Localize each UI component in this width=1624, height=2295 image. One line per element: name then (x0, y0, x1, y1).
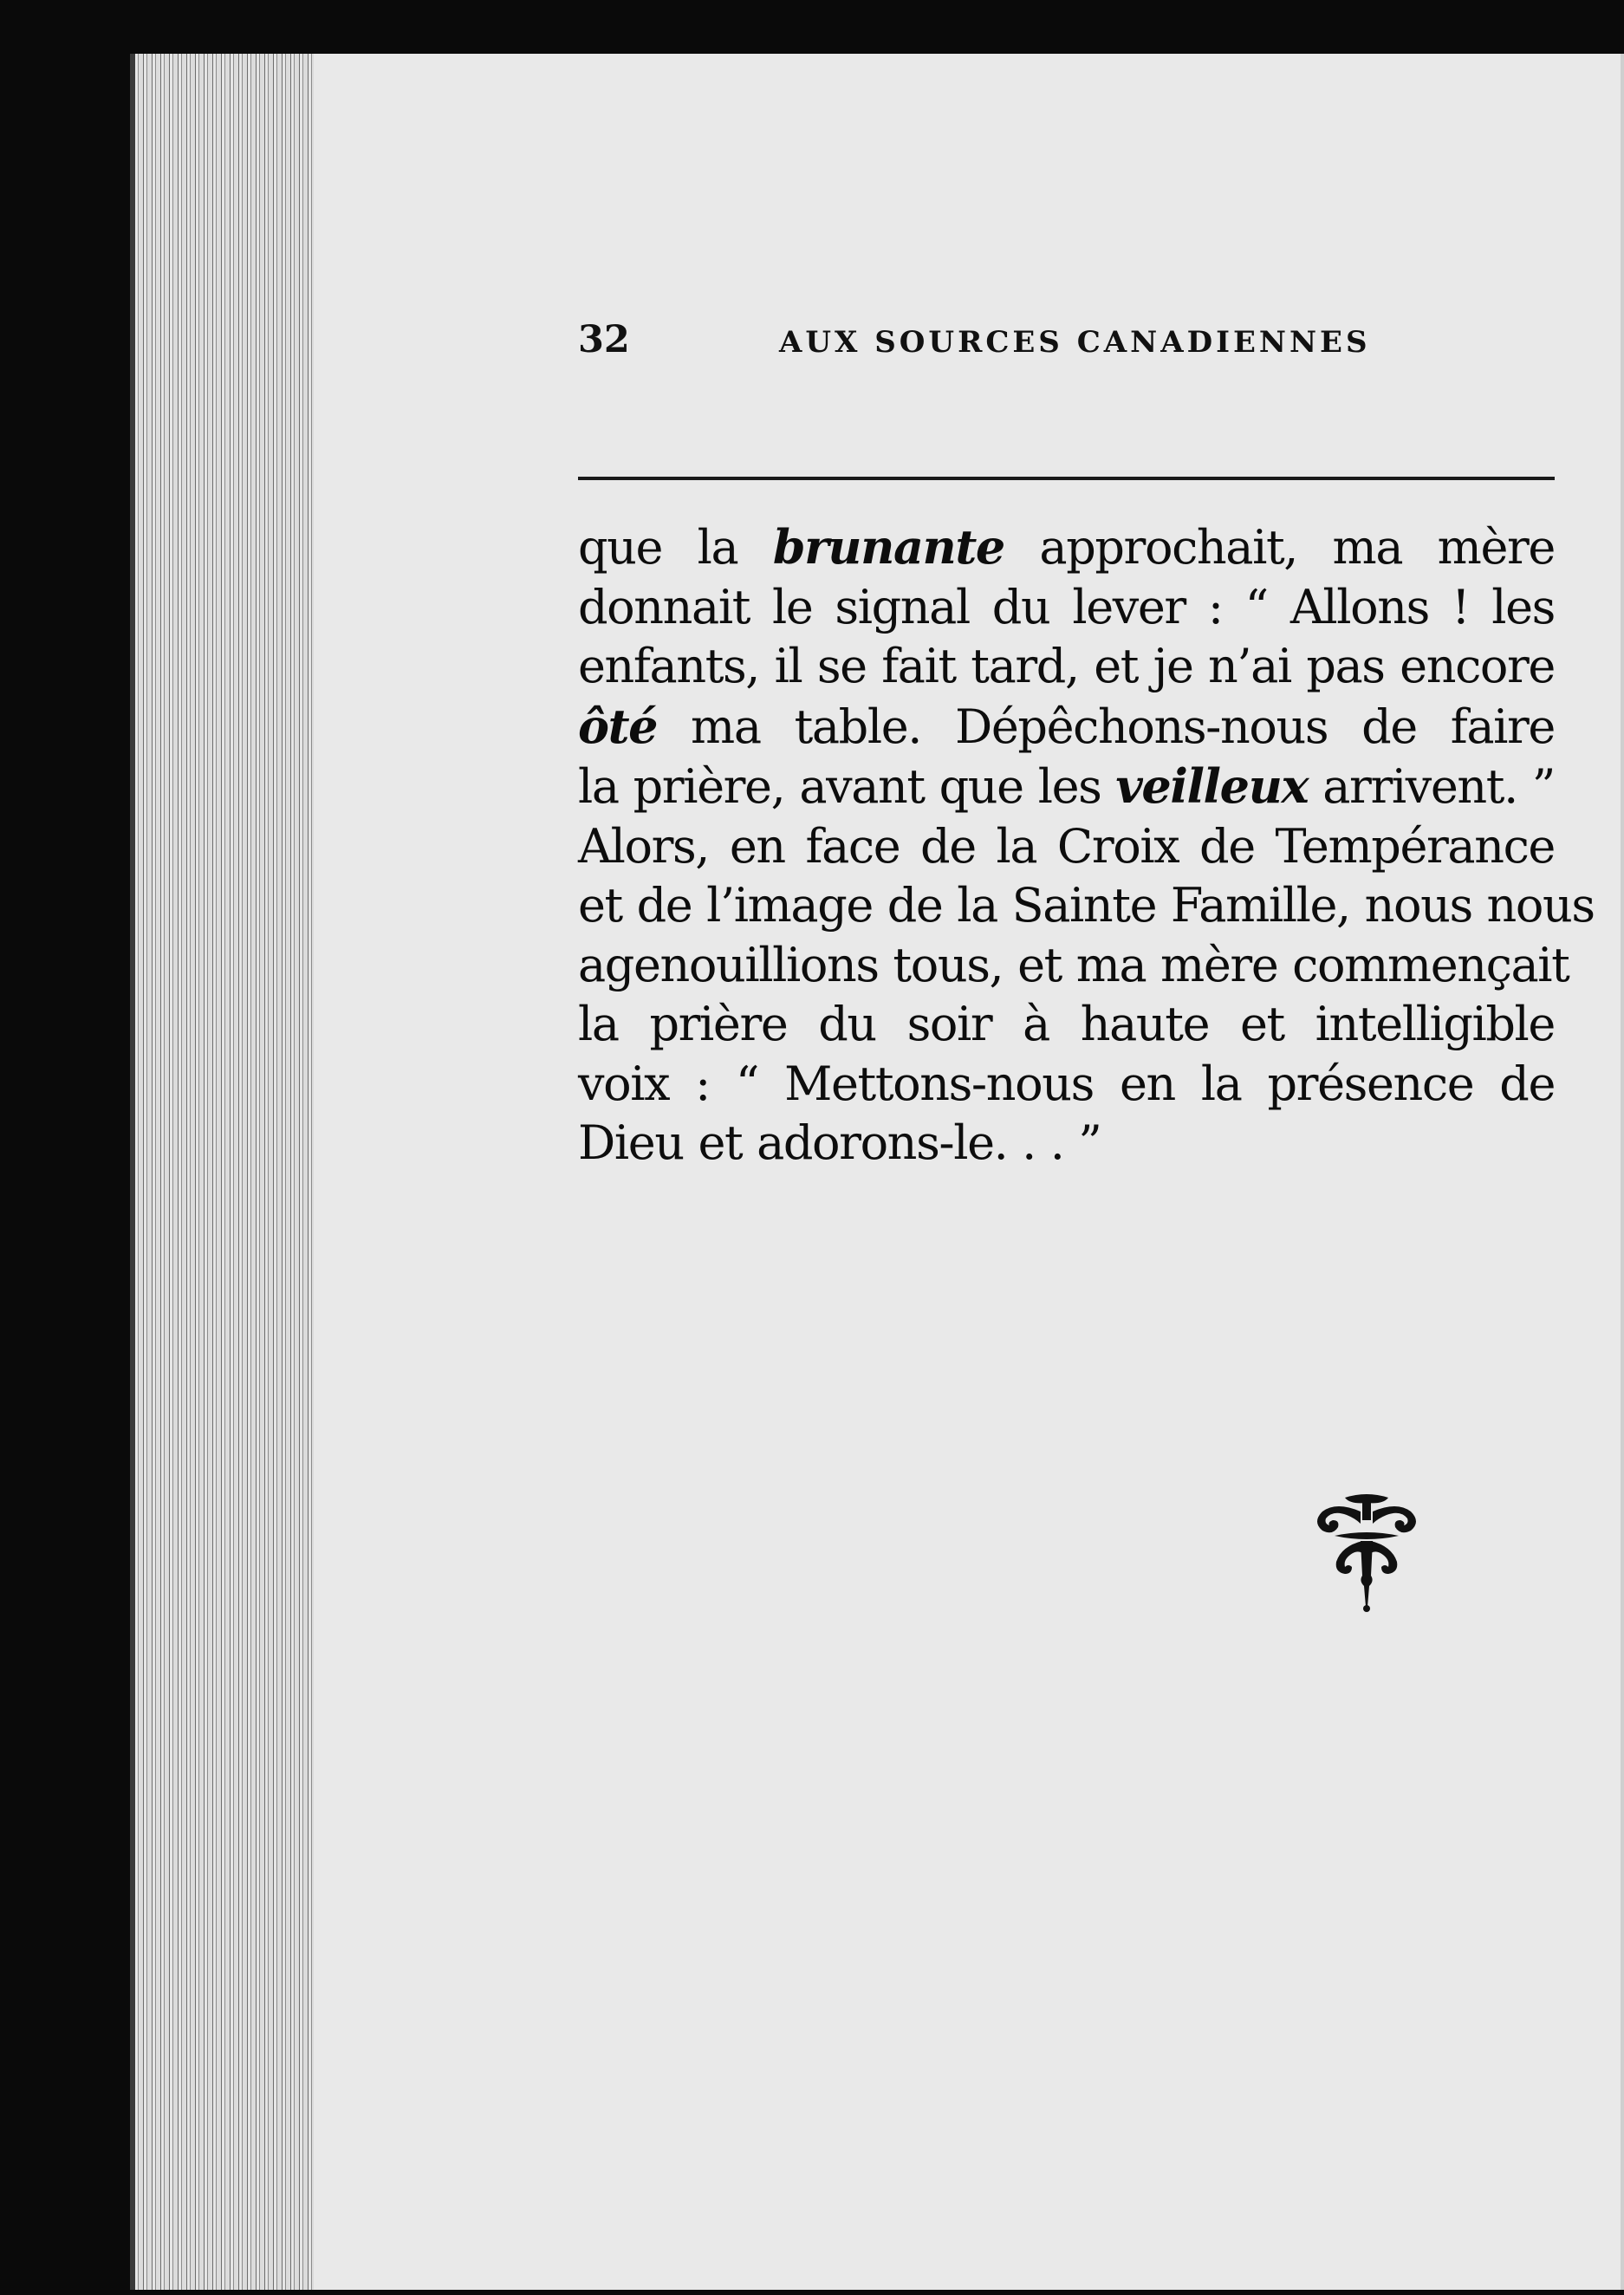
italic-term: brunante (772, 519, 1004, 575)
text-line (578, 817, 1555, 877)
text-run: Alors, en face de la Croix de Tempérance (578, 818, 1555, 874)
book-page-edges (130, 54, 326, 2290)
text-line (578, 697, 1555, 757)
text-run: la prière du soir à haute et intelligible (578, 997, 1555, 1051)
text-line (578, 1114, 1555, 1174)
text-run: enfants, il se fait tard, et je n’ai pas encore (578, 639, 1555, 693)
text-run: ma table. Dépêchons-nous de faire (657, 699, 1555, 754)
text-line (578, 637, 1555, 697)
text-line (578, 876, 1595, 936)
book-page (314, 54, 1624, 2290)
running-title: AUX SOURCES CANADIENNES (779, 325, 1371, 360)
text-line (578, 995, 1555, 1055)
text-run: la prière, avant que les (578, 759, 1116, 814)
running-head (578, 318, 1624, 370)
text-run: voix : “ Mettons-nous en la présence de (578, 1056, 1555, 1111)
text-line (578, 936, 1569, 996)
body-paragraph (578, 517, 1595, 1174)
header-rule (578, 477, 1555, 480)
text-line (578, 1055, 1555, 1115)
page-edge (1621, 54, 1624, 2290)
page-number: 32 (578, 318, 630, 361)
text-run: approchait, ma mère (1004, 520, 1555, 575)
text-run: Dieu et adorons-le. . . ” (578, 1115, 1101, 1170)
text-run: que la (578, 520, 773, 575)
text-run: arrivent. ” (1308, 759, 1555, 814)
italic-term: ôté (578, 698, 658, 754)
text-line (578, 517, 1555, 578)
text-line (578, 578, 1555, 638)
text-run: agenouillions tous, et ma mère commençait (578, 937, 1569, 992)
text-run: et de l’image de la Sainte Famille, nous nous (578, 878, 1595, 933)
text-run: donnait le signal du lever : “ Allons ! les (578, 579, 1555, 634)
italic-term: veilleux (1115, 758, 1309, 814)
fleuron-ornament-icon (1310, 1492, 1423, 1614)
text-line (578, 757, 1555, 817)
